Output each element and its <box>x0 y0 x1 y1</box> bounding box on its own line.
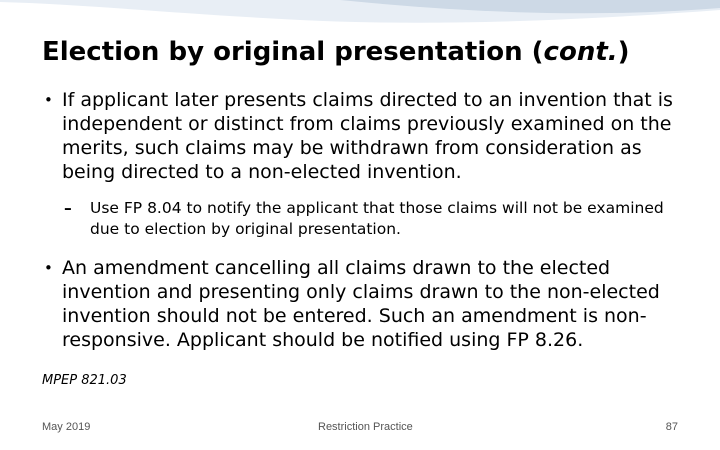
bullet-icon: • <box>44 91 53 109</box>
title-main: Election by original presentation ( <box>42 37 544 67</box>
dash-icon: – <box>64 199 72 217</box>
slide-title <box>42 32 702 72</box>
bullet-icon: • <box>44 259 53 277</box>
sub-bullet-text: Use FP 8.04 to notify the applicant that those claims will not be examined due to election by original presentation. <box>90 199 664 238</box>
header-wave-decoration <box>0 0 720 34</box>
bullet-item <box>44 88 694 184</box>
footer-date: May 2019 <box>42 421 91 433</box>
title-italic: cont. <box>543 37 618 67</box>
bullet-text: If applicant later presents claims directed to an invention that is independent or distinct from claims previously examined on the merits, such claims may be withdrawn from consideration as being directed to a non-elected invention. <box>62 89 673 183</box>
bullet-item <box>44 256 694 352</box>
sub-bullet-item <box>44 198 694 240</box>
title-close: ) <box>617 37 630 67</box>
slide-body <box>44 88 694 352</box>
bullet-text: An amendment cancelling all claims drawn to the elected invention and presenting only claims drawn to the non-elected invention should not be entered. Such an amendment is non-responsive. Applicant should be notified using FP 8.26. <box>62 257 660 351</box>
footer-title: Restriction Practice <box>318 421 413 433</box>
reference-note: MPEP 821.03 <box>42 373 127 388</box>
page-number: 87 <box>665 421 678 433</box>
